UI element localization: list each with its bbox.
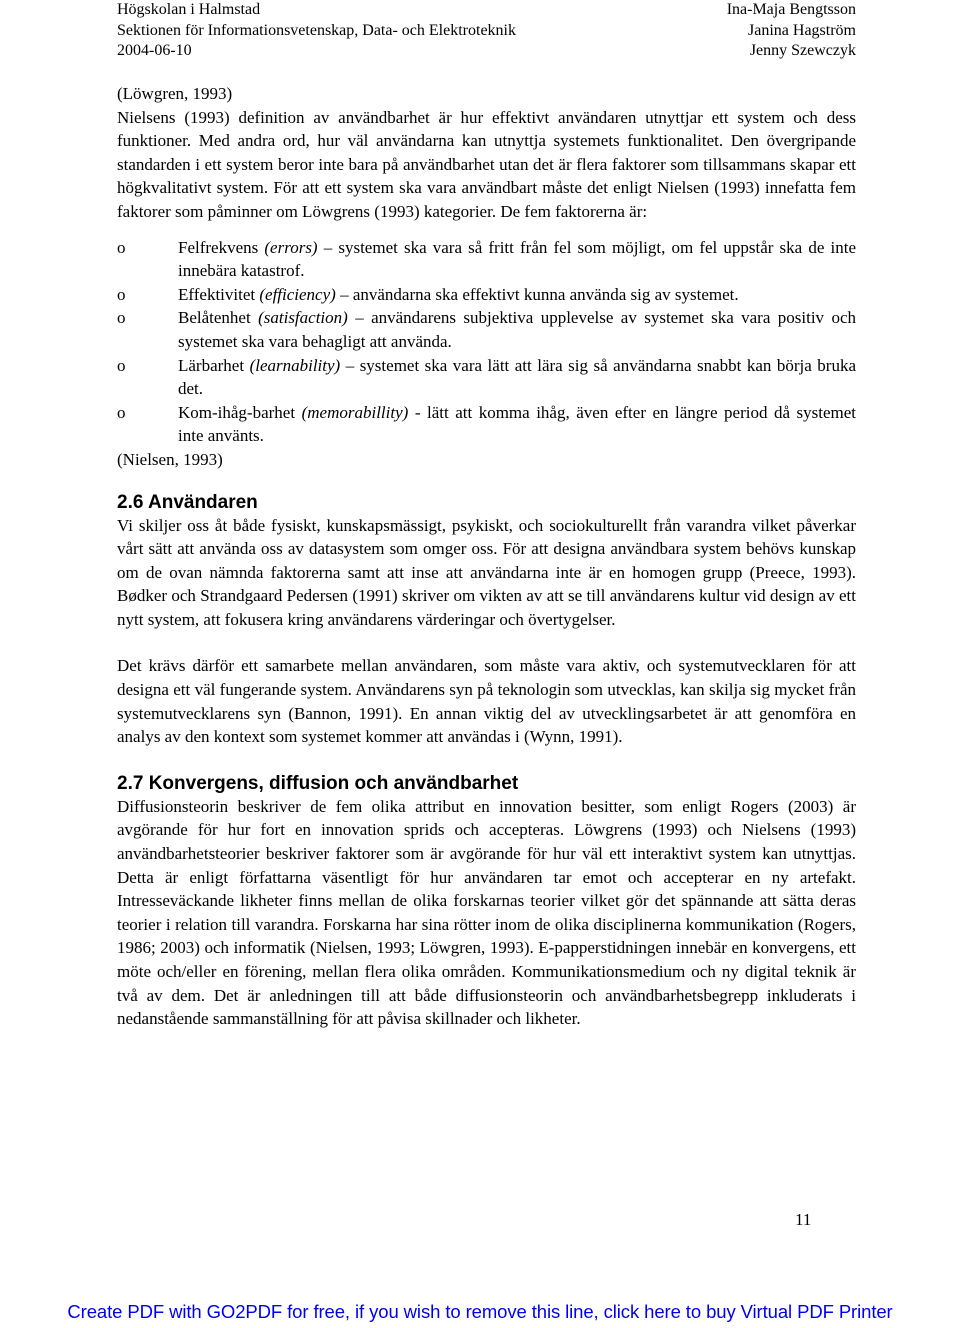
bullet: o — [117, 355, 126, 375]
list-item — [117, 354, 856, 401]
bullet: o — [117, 402, 126, 422]
factor-description: - lätt att komma ihåg, även efter en längre period då systemet inte använts. — [178, 402, 857, 446]
paragraph-users-1: Vi skiljer oss åt både fysiskt, kunskapsmässigt, psykiskt, och sociokulturellt från varandra vilket påverkar vårt sätt att använda oss av datasystem som omger oss. För att designa användbara system behövs kunskap om de ovan nämnda faktorerna samt att inse att användarna inte är en homogen grupp (Preece, 1993). Bødker och Strandgaard Pedersen (1991) skriver om vikten av att se till användarens kultur vid design av ett nytt system, att fokusera kring användarens värderingar och övertygelser. — [117, 515, 856, 629]
factor-term-english: (efficiency) — [259, 284, 336, 304]
citation-lowgren: (Löwgren, 1993) — [117, 84, 233, 103]
factor-term: Effektivitet — [178, 284, 256, 304]
header-right — [727, 0, 856, 62]
list-item — [117, 306, 856, 353]
header-author-3: Jenny Szewczyk — [749, 42, 856, 59]
section-heading-2-6: 2.6 Användaren — [117, 491, 258, 513]
factor-description: – systemet ska vara lätt att lära sig så användarna snabbt kan börja bruka det. — [178, 355, 856, 399]
go2pdf-footer-link[interactable]: Create PDF with GO2PDF for free, if you wish to remove this line, click here to buy Virtual PDF Printer — [67, 1301, 893, 1322]
list-item — [117, 236, 856, 283]
factor-term-english: (satisfaction) — [258, 308, 348, 328]
factor-term: Kom-ihåg-barhet — [178, 402, 296, 422]
list-item — [117, 283, 856, 307]
factor-description: – användarna ska effektivt kunna använda sig av systemet. — [340, 284, 739, 304]
paragraph-nielsen-definition: Nielsens (1993) definition av användbarhet är hur effektivt användaren utnyttjar ett system och dess funktioner. Med andra ord, hur väl användarna kan utnyttja systemets funktionalitet. Den övergripande standarden i ett system beror inte bara på användbarhet utan det är flera faktorer som tillsammans skapar ett högkvalitativt system. För att ett system ska vara användbart måste det enligt Nielsen (1993) innefatta fem faktorer som påminner om Löwgrens (1993) kategorier. De fem faktorerna är: — [117, 107, 856, 221]
header-section: Sektionen för Informationsvetenskap, Data- och Elektroteknik — [117, 21, 516, 39]
citation-nielsen: (Nielsen, 1993) — [117, 449, 223, 469]
header-left — [117, 0, 516, 62]
paragraph-users-2: Det krävs därför ett samarbete mellan användaren, som måste vara aktiv, och systemutvecklaren för att designa ett väl fungerande system. Användarens syn på teknologin som utvecklas, kan skilja sig mycket från systemutvecklarens syn (Bannon, 1991). En annan viktig del av utvecklingsarbetet är att genomföra en analys av den kontext som systemet kommer att användas i (Wynn, 1991). — [117, 656, 856, 747]
bullet: o — [117, 237, 126, 257]
factor-term-english: (errors) — [264, 237, 318, 257]
paragraph-convergence: Diffusionsteorin beskriver de fem olika attribut en innovation besitter, som enligt Rogers (2003) är avgörande för hur fort en innovation sprids och accepteras. Löwgrens (1993) och Nielsens (1993) användbarhetsteorier beskriver faktorer som är avgörande för hur väl ett interaktivt system kan utnyttjas. Detta är enligt författarna väsentligt för hur användaren tar emot och accepterar en ny artefakt. Intresseväckande likheter finns mellan de olika forskarnas teorier vilket gör det spännande att sätta deras teorier i relation till varandra. Forskarna har sina rötter inom de olika disciplinerna kommunikation (Rogers, 1986; 2003) och informatik (Nielsen, 1993; Löwgren, 1993). E-papperstidningen innebär en konvergens, ett möte och/eller en förening, mellan flera olika områden. Kommunikationsmedium och ny digital teknik är två av dem. Det är anledningen till att både diffusionsteorin och användbarhetsbegrepp inkluderats i nedanstående sammanställning för att påvisa skillnader och likheter. — [117, 796, 856, 1029]
factor-term: Felfrekvens — [178, 237, 259, 257]
factor-term: Belåtenhet — [178, 308, 251, 328]
factor-description: – användarens subjektiva upplevelse av systemet ska vara positiv och systemet ska vara behagligt att använda. — [178, 308, 856, 351]
list-item — [117, 401, 856, 448]
header-university: Högskolan i Halmstad — [117, 1, 261, 18]
section-heading-2-7: 2.7 Konvergens, diffusion och användbarhet — [117, 772, 519, 794]
factor-list — [117, 236, 856, 448]
header-date: 2004-06-10 — [117, 42, 192, 59]
bullet: o — [117, 308, 126, 328]
page-body — [117, 82, 856, 1031]
header-author-1: Ina-Maja Bengtsson — [726, 1, 856, 18]
header-author-2: Janina Hagström — [748, 21, 856, 39]
factor-description: – systemet ska vara så fritt från fel som möjligt, om fel uppstår ska de inte innebära katastrof. — [178, 237, 856, 281]
page-number: 11 — [795, 1210, 812, 1229]
bullet: o — [117, 284, 126, 304]
factor-term-english: (learnability) — [249, 355, 341, 375]
factor-term-english: (memorabillity) — [301, 402, 409, 422]
factor-term: Lärbarhet — [178, 355, 245, 375]
